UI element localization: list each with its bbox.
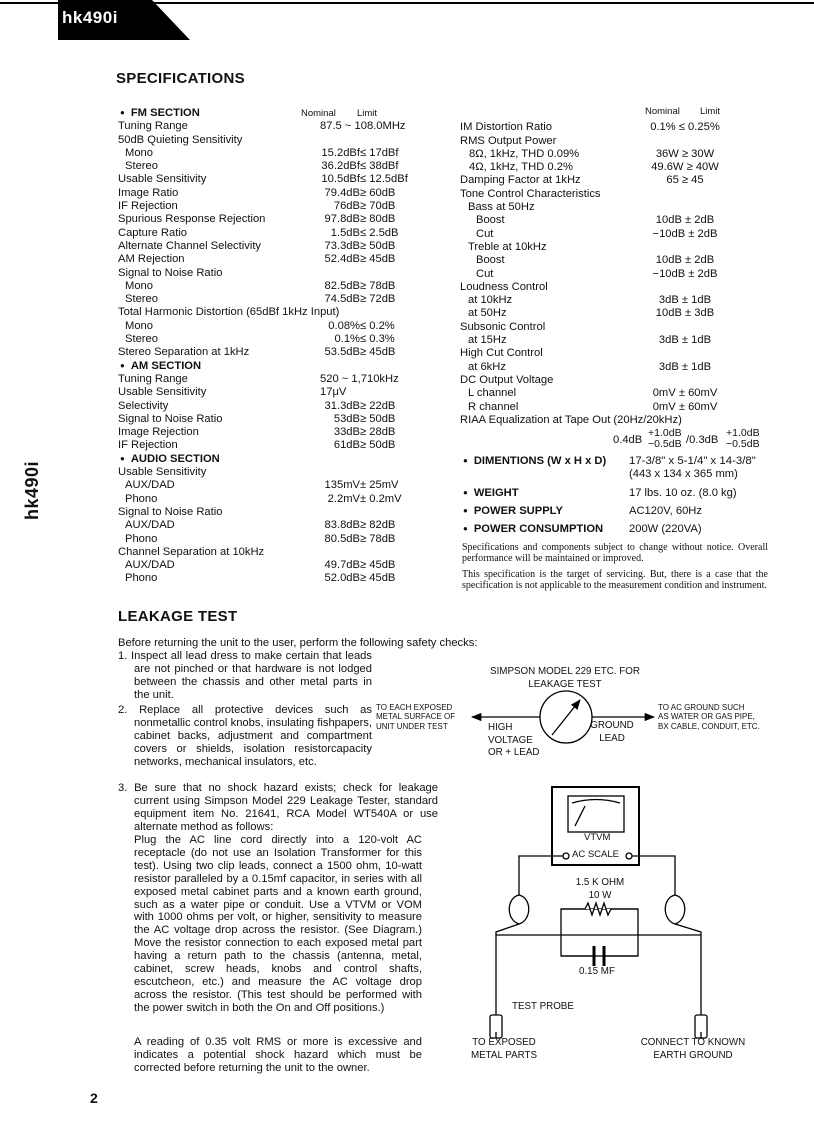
left-note-2: METAL SURFACE OF xyxy=(376,712,456,722)
spec-row xyxy=(460,387,800,400)
spec-label: Usable Sensitivity xyxy=(118,466,207,479)
right-note-2: AS WATER OR GAS PIPE, xyxy=(658,712,755,722)
vtvm-terminal-left xyxy=(563,853,569,859)
vtvm-label: VTVM xyxy=(584,832,611,843)
spec-limit: ± 0.2mV xyxy=(360,492,402,505)
spec-row xyxy=(460,374,800,387)
spec-nominal: 31.3dB xyxy=(324,399,360,412)
leakage-heading: LEAKAGE TEST xyxy=(118,608,238,625)
vtvm-scale-arc xyxy=(572,800,620,804)
left-clip xyxy=(509,895,529,924)
spec-value: 0.1% ≤ 0.25% xyxy=(650,121,720,134)
spec-label: Signal to Noise Ratio xyxy=(118,412,223,425)
spec-row xyxy=(118,426,458,439)
riaa-b: /0.3dB xyxy=(686,434,719,446)
spec-row xyxy=(460,174,800,187)
weight-value: 17 lbs. 10 oz. (8.0 kg) xyxy=(629,486,737,499)
spec-limit: ≥ 60dB xyxy=(360,186,396,199)
spec-limit: ≥ 45dB xyxy=(360,559,396,572)
leakage-item-3a: 3. Be sure that no shock hazard exists; check for leakage current using Simpson Model 229 Leakage Tester, standard equipment item No. 21641, RCA Model WT540A or use alternate method as follows: xyxy=(118,782,438,833)
spec-label: ● AM SECTION xyxy=(120,360,201,373)
power-consumption-label: ● POWER CONSUMPTION xyxy=(463,523,603,536)
left-col-limit: Limit xyxy=(357,108,378,119)
spec-label: Usable Sensitivity xyxy=(118,173,207,186)
spec-value: 10dB ± 3dB xyxy=(655,307,715,320)
spec-label: Phono xyxy=(125,492,158,505)
spec-label: 4Ω, 1kHz, THD 0.2% xyxy=(469,161,573,174)
power-supply-value: AC120V, 60Hz xyxy=(629,504,702,517)
model-tab-label: hk490i xyxy=(62,8,118,27)
spec-label: Stereo Separation at 1kHz xyxy=(118,346,250,359)
high-lead-3: OR + LEAD xyxy=(488,747,540,758)
spec-limit: ≥ 22dB xyxy=(360,399,396,412)
spec-nominal: 87.5 ~ 108.0MHz xyxy=(320,120,406,133)
spec-row xyxy=(460,307,800,320)
spec-limit: ≤ 2.5dB xyxy=(360,226,399,239)
spec-label: Phono xyxy=(125,572,158,585)
ground-lead-1: GROUND xyxy=(590,720,634,731)
spec-row xyxy=(118,293,458,306)
spec-row xyxy=(118,333,458,346)
spec-row xyxy=(460,268,800,281)
spec-label: Tone Control Characteristics xyxy=(460,187,601,200)
spec-limit: ≥ 45dB xyxy=(360,253,396,266)
resistor-value: 1.5 K OHM xyxy=(575,877,625,888)
spec-label: ● AUDIO SECTION xyxy=(120,453,220,466)
spec-label: AUX/DAD xyxy=(125,519,175,532)
spec-value: 10dB ± 2dB xyxy=(655,254,715,267)
leakage-diagram xyxy=(360,660,800,1080)
dimensions-row xyxy=(463,455,793,468)
spec-value: 65 ≥ 45 xyxy=(666,174,704,187)
right-clip xyxy=(665,895,685,924)
spec-row xyxy=(460,121,800,134)
spec-label: Tuning Range xyxy=(118,372,188,385)
spec-label: Selectivity xyxy=(118,399,169,412)
specifications-heading: SPECIFICATIONS xyxy=(116,70,245,87)
right-note-1: TO AC GROUND SUCH xyxy=(658,703,745,712)
spec-value: 36W ≥ 30W xyxy=(655,147,715,160)
ac-scale-label: AC SCALE xyxy=(572,849,619,860)
left-note-1: TO EACH EXPOSED xyxy=(376,703,453,712)
leakage-intro: Before returning the unit to the user, perform the following safety checks: xyxy=(118,637,478,649)
spec-row xyxy=(460,294,800,307)
spec-limit: ≤ 0.3% xyxy=(360,333,395,346)
spec-nominal: 83.8dB xyxy=(324,519,360,532)
side-model-label: hk490i xyxy=(22,460,42,520)
connect-known-2: EARTH GROUND xyxy=(653,1049,733,1061)
leakage-item-2: 2. Replace all protective devices such as nonmetallic control knobs, insulating fishpapers, cabinet backs, adjustment and compartment covers or shields, isolation resistorcapacity networks, mechanical insulators, etc. xyxy=(118,704,372,768)
left-terminal-wire xyxy=(519,856,563,895)
spec-limit: ≤ 12.5dBf xyxy=(360,173,408,186)
spec-row xyxy=(460,321,800,334)
riaa-values xyxy=(613,428,783,454)
spec-label: IF Rejection xyxy=(118,200,178,213)
spec-label: at 6kHz xyxy=(468,360,506,373)
spec-row xyxy=(118,439,458,452)
spec-label: Subsonic Control xyxy=(460,320,546,333)
spec-limit: ≤ 38dBf xyxy=(360,160,399,173)
spec-label: Signal to Noise Ratio xyxy=(118,505,223,518)
spec-row xyxy=(118,360,458,373)
spec-value: 49.6W ≥ 40W xyxy=(651,161,719,174)
spec-note-1: Specifications and components subject to change without notice. Overall performance will be maintained or improved. xyxy=(462,542,768,564)
to-exposed-label xyxy=(458,1037,550,1062)
dimensions-label: ● DIMENTIONS (W x H x D) xyxy=(463,455,606,468)
spec-label: Phono xyxy=(125,532,158,545)
to-exposed-1: TO EXPOSED xyxy=(472,1037,536,1048)
spec-row xyxy=(118,466,458,479)
spec-nominal: 52.4dB xyxy=(324,253,360,266)
spec-row xyxy=(460,161,800,174)
spec-note-2: This specification is the target of servicing. But, there is a case that the specification is not applicable to the measurement condition and instrument. xyxy=(462,569,768,591)
spec-row xyxy=(460,347,800,360)
spec-label: at 15Hz xyxy=(468,334,507,347)
spec-row xyxy=(118,213,458,226)
spec-row xyxy=(118,267,458,280)
spec-label: Image Rejection xyxy=(118,426,199,439)
spec-row xyxy=(118,320,458,333)
right-col-limit: Limit xyxy=(700,106,721,117)
test-probe-label: TEST PROBE xyxy=(512,1001,574,1012)
spec-label: Treble at 10kHz xyxy=(468,240,547,253)
spec-row xyxy=(460,401,800,414)
spec-row xyxy=(118,227,458,240)
spec-row xyxy=(118,572,458,585)
connect-known-1: CONNECT TO KNOWN xyxy=(640,1037,746,1048)
spec-row xyxy=(460,254,800,267)
right-col-nominal: Nominal xyxy=(645,106,680,117)
spec-nominal: 61dB xyxy=(333,439,360,452)
spec-label: Spurious Response Rejection xyxy=(118,213,266,226)
spec-label: at 50Hz xyxy=(468,307,507,320)
spec-limit: ≥ 45dB xyxy=(360,572,396,585)
spec-limit: ≥ 45dB xyxy=(360,346,396,359)
spec-limit: ≥ 50dB xyxy=(360,239,396,252)
spec-value: 3dB ± 1dB xyxy=(658,360,712,373)
spec-label: Boost xyxy=(476,254,505,267)
spec-row xyxy=(118,346,458,359)
spec-nominal: 74.5dB xyxy=(324,293,360,306)
right-note-3: BX CABLE, CONDUIT, ETC. xyxy=(658,721,760,731)
spec-right-table xyxy=(460,108,800,427)
spec-limit: ≤ 17dBf xyxy=(360,146,399,159)
spec-limit: ≥ 82dB xyxy=(360,519,396,532)
spec-label: 50dB Quieting Sensitivity xyxy=(118,133,243,146)
spec-label: Usable Sensitivity xyxy=(118,386,207,399)
spec-label: Bass at 50Hz xyxy=(468,201,535,214)
spec-nominal: 52.0dB xyxy=(324,572,360,585)
spec-row xyxy=(118,453,458,466)
spec-nominal: 10.5dBf xyxy=(321,173,360,186)
spec-nominal: 520 ~ 1,710kHz xyxy=(320,372,399,385)
spec-limit: ≥ 78dB xyxy=(360,532,396,545)
riaa-b-minus: −0.5dB xyxy=(726,438,760,450)
spec-row xyxy=(460,241,800,254)
spec-row xyxy=(118,493,458,506)
spec-row xyxy=(118,120,458,133)
spec-row xyxy=(118,107,458,120)
spec-nominal: 135mV xyxy=(324,479,360,492)
spec-row xyxy=(460,135,800,148)
spec-nominal: 36.2dBf xyxy=(321,160,360,173)
spec-limit: ≥ 28dB xyxy=(360,426,396,439)
spec-label: Total Harmonic Distortion (65dBf 1kHz Input) xyxy=(118,306,340,319)
spec-label: RMS Output Power xyxy=(460,134,557,147)
simpson-line-2: LEAKAGE TEST xyxy=(528,678,602,690)
leakage-item-3b: Plug the AC line cord directly into a 120-volt AC receptacle (do not use an Isolation Transformer for this test). Using two clip leads, connect a 1500 ohm, 10-watt resistor paralleled by a 0.15mf capacitor, in series with all exposed metal cabinet parts and a known earth ground, such as a water pipe or conduit. Use a VTVM or VOM with 1000 ohms per volt, or higher, sensitivity to measure the AC voltage drop across the resistor. (See Diagram.) Move the resistor connection to each exposed metal part having a return path to the chassis (antenna, metal, cabinet, screw heads, knobs and control shafts, escutcheon, etc.) and measure the AC voltage drop across the resistor. (This test should be performed with the power switch in both the On and Off positions.) xyxy=(134,834,422,1014)
spec-label: High Cut Control xyxy=(460,347,543,360)
spec-limit: ≥ 70dB xyxy=(360,200,396,213)
spec-row xyxy=(118,506,458,519)
spec-limit: ≥ 80dB xyxy=(360,213,396,226)
spec-row xyxy=(118,187,458,200)
spec-row xyxy=(118,173,458,186)
spec-label: Boost xyxy=(476,214,505,227)
vtvm-needle xyxy=(575,806,585,826)
spec-row xyxy=(118,533,458,546)
spec-nominal: 33dB xyxy=(333,426,360,439)
spec-nominal: 0.08% xyxy=(328,319,360,332)
left-clip-lead xyxy=(496,924,519,936)
spec-label: IM Distortion Ratio xyxy=(460,121,553,134)
spec-label: IF Rejection xyxy=(118,439,178,452)
spec-limit: ± 25mV xyxy=(360,479,399,492)
page-number: 2 xyxy=(90,1090,98,1106)
spec-row xyxy=(460,334,800,347)
spec-row xyxy=(460,414,800,427)
vtvm-terminal-right xyxy=(626,853,632,859)
spec-value: 10dB ± 2dB xyxy=(655,214,715,227)
resistor-zigzag xyxy=(561,903,638,915)
spec-row xyxy=(118,546,458,559)
spec-nominal: 53dB xyxy=(333,412,360,425)
spec-nominal: 0.1% xyxy=(334,333,360,346)
spec-label: ● FM SECTION xyxy=(120,107,200,120)
left-col-nominal: Nominal xyxy=(301,108,336,119)
spec-row xyxy=(118,200,458,213)
spec-row xyxy=(460,108,800,121)
spec-nominal: 76dB xyxy=(333,200,360,213)
spec-row xyxy=(118,413,458,426)
spec-label: Stereo xyxy=(125,333,158,346)
spec-limit: ≥ 72dB xyxy=(360,293,396,306)
spec-label: R channel xyxy=(468,400,519,413)
spec-row xyxy=(460,228,800,241)
spec-row xyxy=(460,148,800,161)
spec-row xyxy=(118,559,458,572)
spec-label: L channel xyxy=(468,387,517,400)
spec-left-table xyxy=(118,107,458,586)
spec-row xyxy=(118,147,458,160)
right-clip-lead xyxy=(675,924,701,936)
leakage-item-1: 1. Inspect all lead dress to make certain that leads are not pinched or that hardware is not lodged between the chassis and other metal parts in the unit. xyxy=(118,650,372,701)
power-consumption-value: 200W (220VA) xyxy=(629,523,702,536)
spec-value: 0mV ± 60mV xyxy=(652,400,718,413)
spec-nominal: 82.5dB xyxy=(324,279,360,292)
spec-row xyxy=(460,188,800,201)
spec-row xyxy=(460,214,800,227)
left-note-3: UNIT UNDER TEST xyxy=(376,721,448,731)
spec-row xyxy=(460,361,800,374)
power-consumption-row xyxy=(463,523,793,536)
spec-label: Loudness Control xyxy=(460,280,548,293)
spec-row xyxy=(118,253,458,266)
leakage-item-3c: A reading of 0.35 volt RMS or more is excessive and indicates a potential shock hazard which must be corrected before returning the unit to the owner. xyxy=(134,1036,422,1074)
dimensions-value: 17-3/8" x 5-1/4" x 14-3/8" xyxy=(629,455,756,467)
spec-row xyxy=(460,281,800,294)
spec-label: Alternate Channel Selectivity xyxy=(118,239,262,252)
spec-value: 0mV ± 60mV xyxy=(652,387,718,400)
spec-label: Mono xyxy=(125,279,153,292)
riaa-b-plus: +1.0dB xyxy=(726,427,760,439)
spec-nominal: 79.4dB xyxy=(324,186,360,199)
high-lead-1: HIGH xyxy=(488,722,513,733)
rc-network xyxy=(561,909,638,956)
spec-label: Stereo xyxy=(125,160,158,173)
weight-label: ● WEIGHT xyxy=(463,487,519,500)
spec-limit: ≥ 50dB xyxy=(360,412,396,425)
connect-known-label xyxy=(630,1037,756,1062)
spec-value: 3dB ± 1dB xyxy=(658,334,712,347)
spec-label: Capture Ratio xyxy=(118,226,188,239)
spec-label: Cut xyxy=(476,227,494,240)
spec-nominal: 2.2mV xyxy=(327,492,360,505)
spec-row xyxy=(118,386,458,399)
ground-lead-2: LEAD xyxy=(599,732,625,744)
to-exposed-2: METAL PARTS xyxy=(470,1049,538,1061)
spec-row xyxy=(118,519,458,532)
spec-value: 3dB ± 1dB xyxy=(658,294,712,307)
spec-row xyxy=(118,160,458,173)
spec-label: at 10kHz xyxy=(468,294,513,307)
spec-label: AUX/DAD xyxy=(125,479,175,492)
meter-needle xyxy=(552,700,580,735)
resistor-label xyxy=(560,877,640,902)
spec-limit: ≥ 78dB xyxy=(360,279,396,292)
spec-label: Image Ratio xyxy=(118,186,179,199)
spec-nominal: 73.3dB xyxy=(324,239,360,252)
spec-label: 8Ω, 1kHz, THD 0.09% xyxy=(469,147,580,160)
spec-nominal: 49.7dB xyxy=(324,559,360,572)
spec-label: Mono xyxy=(125,319,153,332)
power-supply-row xyxy=(463,505,793,518)
spec-value: −10dB ± 2dB xyxy=(652,227,718,240)
spec-row xyxy=(118,306,458,319)
riaa-a-plus: +1.0dB xyxy=(648,427,682,439)
spec-label: Cut xyxy=(476,267,494,280)
spec-label: Signal to Noise Ratio xyxy=(118,266,223,279)
spec-nominal: 97.8dB xyxy=(324,213,360,226)
spec-label: DC Output Voltage xyxy=(460,373,554,386)
spec-label: Damping Factor at 1kHz xyxy=(460,174,581,187)
spec-row xyxy=(118,134,458,147)
spec-label: RIAA Equalization at Tape Out (20Hz/20kHz) xyxy=(460,413,682,426)
spec-value: −10dB ± 2dB xyxy=(652,267,718,280)
spec-row xyxy=(118,400,458,413)
general-specs xyxy=(463,455,793,536)
spec-row xyxy=(118,479,458,492)
spec-label: Tuning Range xyxy=(118,120,188,133)
spec-row xyxy=(118,373,458,386)
high-lead-2: VOLTAGE xyxy=(488,734,533,746)
riaa-a: 0.4dB xyxy=(613,434,643,446)
resistor-wattage: 10 W xyxy=(588,889,612,901)
spec-nominal: 53.5dB xyxy=(324,346,360,359)
spec-nominal: 15.2dBf xyxy=(321,146,360,159)
simpson-line-1: SIMPSON MODEL 229 ETC. FOR xyxy=(490,666,640,677)
spec-label: Channel Separation at 10kHz xyxy=(118,545,265,558)
spec-label: Mono xyxy=(125,146,153,159)
spec-row xyxy=(118,240,458,253)
spec-row xyxy=(460,201,800,214)
dimensions-value-mm: (443 x 134 x 365 mm) xyxy=(629,468,738,481)
spec-limit: ≤ 0.2% xyxy=(360,319,395,332)
spec-label: AUX/DAD xyxy=(125,559,175,572)
riaa-a-minus: −0.5dB xyxy=(648,438,682,450)
capacitor-label: 0.15 MF xyxy=(579,966,615,977)
dimensions-row-mm xyxy=(463,468,793,481)
weight-row xyxy=(463,487,793,500)
spec-label: AM Rejection xyxy=(118,253,185,266)
spec-label: Stereo xyxy=(125,293,158,306)
spec-nominal: 17μV xyxy=(320,386,347,399)
spec-row xyxy=(118,280,458,293)
spec-nominal: 80.5dB xyxy=(324,532,360,545)
power-supply-label: ● POWER SUPPLY xyxy=(463,505,563,518)
spec-nominal: 1.5dB xyxy=(330,226,360,239)
spec-limit: ≥ 50dB xyxy=(360,439,396,452)
